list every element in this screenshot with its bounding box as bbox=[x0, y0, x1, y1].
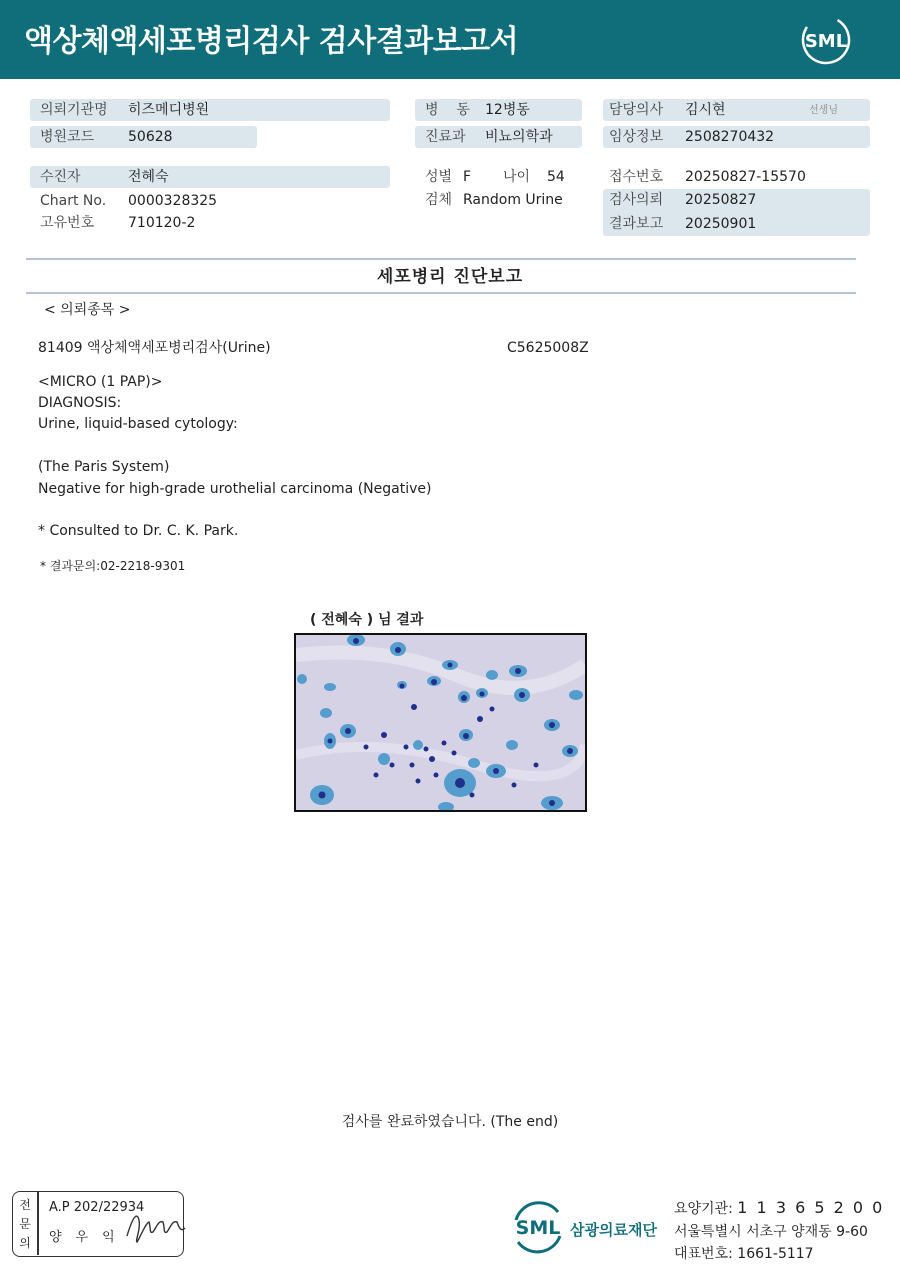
sex-value: F bbox=[463, 169, 472, 185]
doctor-value: 김시현 bbox=[685, 102, 726, 118]
date-block bbox=[603, 189, 870, 236]
end-text: 검사를 완료하였습니다. (The end) bbox=[341, 1114, 559, 1130]
unique-number-row bbox=[30, 212, 390, 234]
chart-value: 0000328325 bbox=[128, 193, 218, 209]
phone bbox=[674, 1243, 814, 1263]
logo-text: SML bbox=[804, 31, 848, 52]
stamp-side-label bbox=[17, 1196, 33, 1253]
footer-logo-text: SML bbox=[515, 1217, 561, 1239]
diagnosis-line: DIAGNOSIS: bbox=[38, 395, 122, 411]
signature-icon bbox=[123, 1206, 187, 1246]
doctor-label: 담당의사 bbox=[609, 102, 664, 118]
system-line: (The Paris System) bbox=[38, 459, 170, 475]
stamp-separator bbox=[37, 1192, 39, 1255]
phone-label: 대표번호: bbox=[674, 1246, 733, 1262]
clinical-info-label: 임상정보 bbox=[609, 129, 664, 145]
age-value: 54 bbox=[547, 169, 565, 185]
ward-value: 12병동 bbox=[485, 102, 530, 118]
chart-label: Chart No. bbox=[40, 193, 107, 209]
micro-line: <MICRO (1 PAP)> bbox=[38, 374, 163, 390]
specimen-label: 검체 bbox=[425, 192, 453, 208]
specimen-line: Urine, liquid-based cytology: bbox=[38, 416, 238, 432]
doctor-suffix: 선생님 bbox=[809, 105, 838, 116]
clinical-info-row bbox=[603, 126, 870, 148]
sml-footer-logo-icon bbox=[508, 1198, 568, 1256]
consult-line: * Consulted to Dr. C. K. Park. bbox=[38, 523, 239, 539]
institution-row bbox=[30, 99, 390, 121]
report-header bbox=[0, 0, 900, 79]
receipt-label: 접수번호 bbox=[609, 169, 664, 185]
organization-name: 삼광의료재단 bbox=[570, 1221, 657, 1239]
care-institution bbox=[674, 1198, 884, 1218]
report-date-label: 결과보고 bbox=[609, 216, 664, 232]
image-caption: ( 전혜숙 ) 님 결과 bbox=[310, 612, 424, 628]
care-value: 1 1 3 6 5 2 0 0 bbox=[737, 1198, 885, 1217]
unique-number-label: 고유번호 bbox=[40, 215, 95, 231]
receipt-row bbox=[603, 166, 870, 188]
finding-line: Negative for high-grade urothelial carcinoma (Negative) bbox=[38, 481, 432, 497]
ward-row bbox=[415, 99, 582, 121]
address: 서울특별시 서초구 양재동 9-60 bbox=[674, 1224, 868, 1240]
department-row bbox=[415, 126, 582, 148]
stamp-name: 양우익 bbox=[49, 1230, 129, 1245]
institution-label: 의뢰기관명 bbox=[40, 102, 108, 118]
request-date-value: 20250827 bbox=[685, 192, 757, 208]
unique-number-value: 710120-2 bbox=[128, 215, 196, 231]
stamp-side-char: 의 bbox=[19, 1236, 31, 1250]
order-code: C5625008Z bbox=[507, 340, 589, 356]
hospital-code-label: 병원코드 bbox=[40, 129, 95, 145]
chart-row bbox=[30, 190, 390, 212]
hospital-code-row bbox=[30, 126, 257, 148]
stamp-side-char: 문 bbox=[19, 1217, 31, 1231]
patient-value: 전혜숙 bbox=[128, 169, 169, 185]
report-title: 액상체액세포병리검사 검사결과보고서 bbox=[24, 24, 519, 59]
specimen-value: Random Urine bbox=[463, 192, 563, 208]
hospital-code-value: 50628 bbox=[128, 129, 173, 145]
phone-value: 1661-5117 bbox=[737, 1246, 814, 1262]
sex-age-row bbox=[415, 166, 582, 188]
doctor-row bbox=[603, 99, 870, 121]
sml-logo-icon bbox=[800, 14, 852, 66]
stamp-id: A.P 202/22934 bbox=[49, 1200, 145, 1215]
section-divider-top bbox=[26, 258, 856, 260]
department-label: 진료과 bbox=[425, 129, 466, 145]
cytology-image bbox=[296, 635, 585, 810]
age-label: 나이 bbox=[503, 169, 531, 185]
pathologist-stamp bbox=[12, 1191, 184, 1257]
ward-label: 병 동 bbox=[425, 102, 470, 118]
cytology-micrograph bbox=[294, 633, 587, 812]
contact-line: * 결과문의:02-2218-9301 bbox=[40, 559, 186, 573]
patient-label: 수진자 bbox=[40, 169, 81, 185]
clinical-info-value: 2508270432 bbox=[685, 129, 775, 145]
patient-row bbox=[30, 166, 390, 188]
section-title: 세포병리 진단보고 bbox=[376, 267, 524, 287]
stamp-side-char: 전 bbox=[19, 1198, 31, 1212]
sex-label: 성별 bbox=[425, 169, 453, 185]
institution-value: 히즈메디병원 bbox=[128, 102, 210, 118]
report-date-value: 20250901 bbox=[685, 216, 757, 232]
request-date-label: 검사의뢰 bbox=[609, 192, 664, 208]
order-heading: < 의뢰종목 > bbox=[44, 302, 131, 318]
section-divider-bottom bbox=[26, 292, 856, 294]
department-value: 비뇨의학과 bbox=[485, 129, 553, 145]
order-item: 81409 액상체액세포병리검사(Urine) bbox=[38, 340, 271, 356]
specimen-row bbox=[415, 189, 595, 211]
receipt-value: 20250827-15570 bbox=[685, 169, 806, 185]
care-label: 요양기관: bbox=[674, 1201, 733, 1217]
